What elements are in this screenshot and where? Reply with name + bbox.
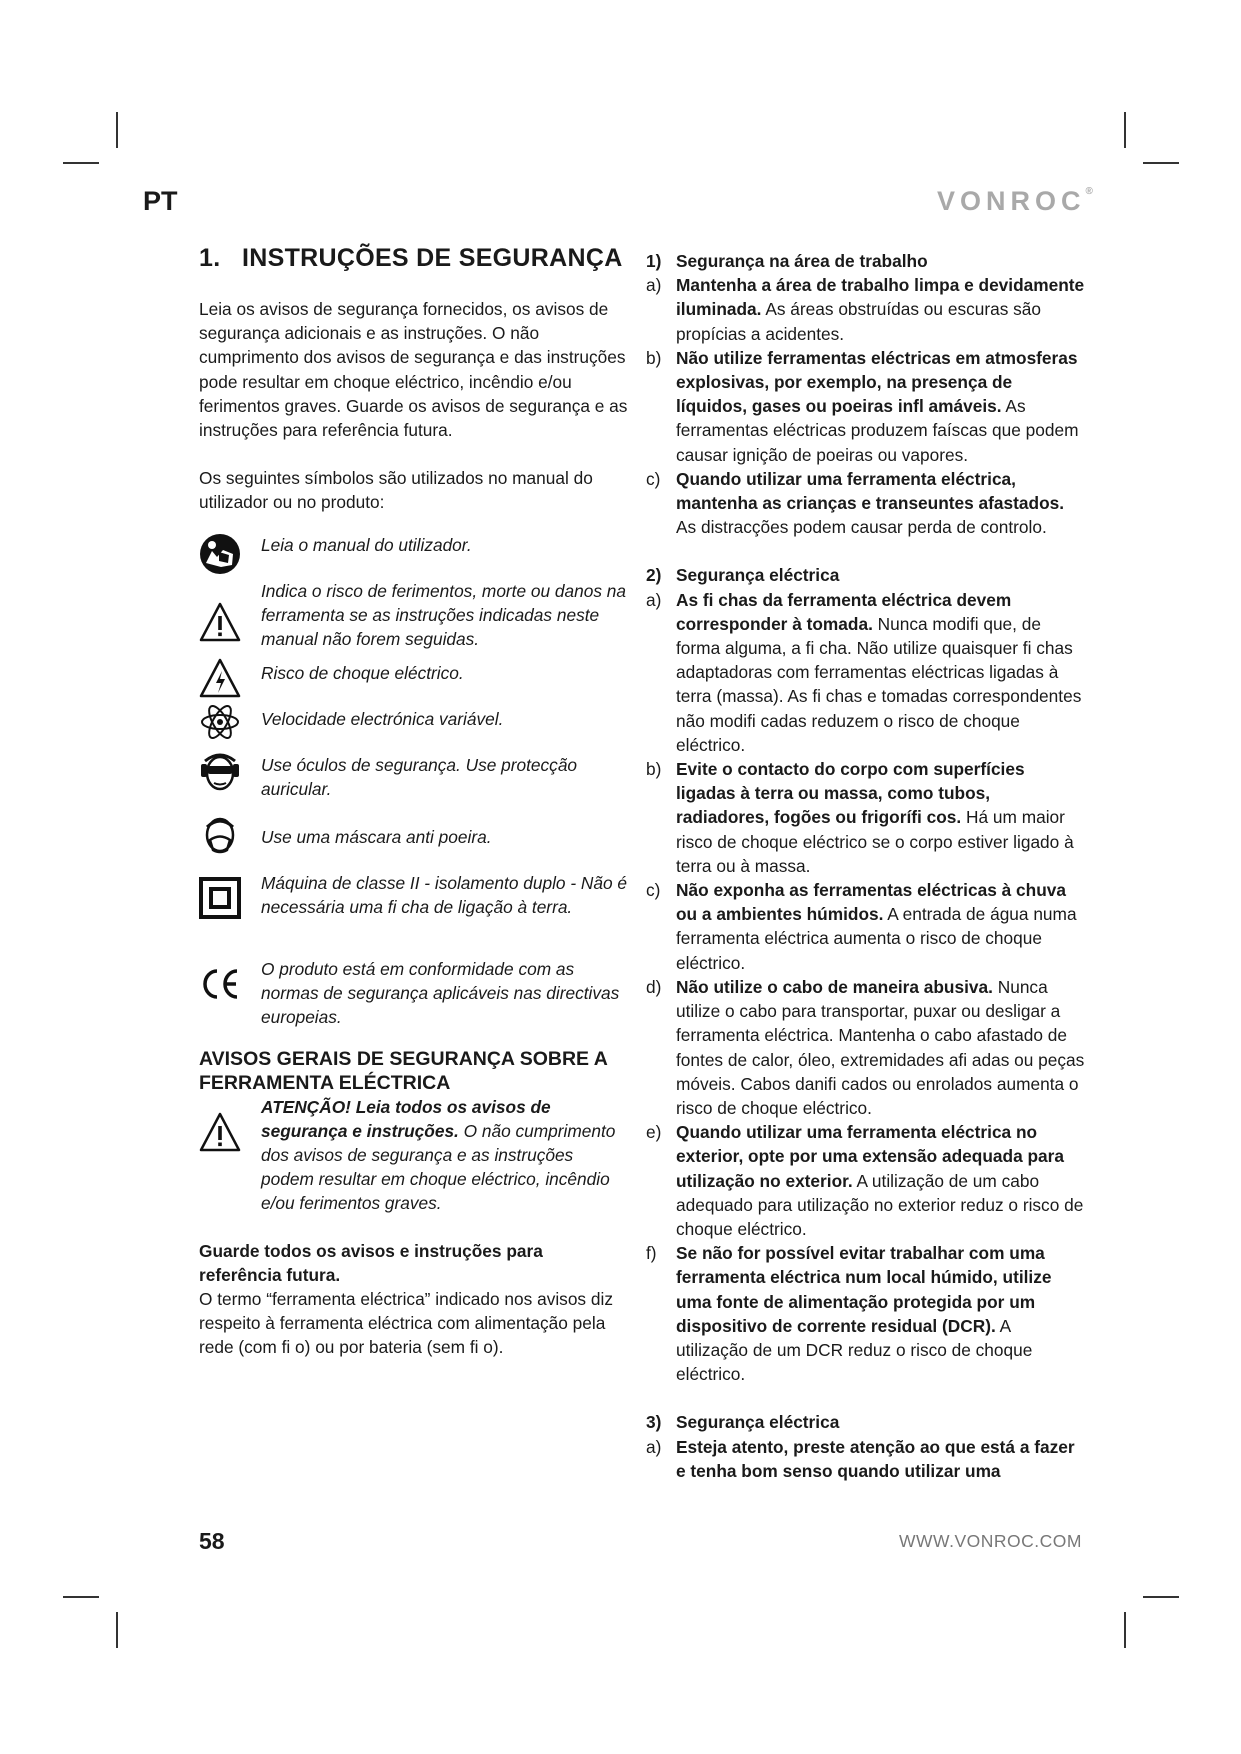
electric-shock-icon	[199, 657, 241, 699]
crop-mark	[116, 112, 118, 148]
general-warning-bold: ATENÇÃO! Leia todos os avisos de segurança e instruções.	[261, 1096, 551, 1141]
symbol-row: Use uma máscara anti poeira.	[199, 825, 629, 871]
ce-mark-icon	[199, 963, 241, 1005]
symbol-row: Use óculos de segurança. Use protecção auricular.	[199, 753, 629, 825]
crop-mark	[1143, 162, 1179, 164]
list-item: a) Esteja atento, preste atenção ao que está a fazer e tenha bom senso quando utilizar uma	[646, 1436, 1075, 1481]
list-item: c) Quando utilizar uma ferramenta eléctrica, mantenha as crianças e transeuntes afastados. As distracções podem causar perda de controlo.	[646, 468, 1065, 538]
general-warning-block: ATENÇÃO! Leia todos os avisos de segurança e instruções. O não cumprimento dos avisos de segurança e as instruções podem resultar em choque eléctrico, incêndio e/ou ferimentos graves.	[199, 1095, 629, 1239]
subsection-heading: 2) Segurança eléctrica	[646, 565, 840, 586]
website-url: WWW.VONROC.COM	[899, 1531, 1082, 1551]
variable-speed-icon	[199, 701, 241, 743]
crop-mark	[1124, 1612, 1126, 1648]
crop-mark	[116, 1612, 118, 1648]
warning-triangle-icon	[199, 1111, 241, 1153]
power-tool-term: O termo “ferramenta eléctrica” indicado nos avisos diz respeito à ferramenta eléctrica com alimentação pela rede (com fi o) ou por bateria (sem fi o).	[199, 1289, 613, 1358]
crop-mark	[63, 1596, 99, 1598]
list-item: a) As fi chas da ferramenta eléctrica devem corresponder à tomada. Nunca modifi que, de forma alguma, a fi cha. Não utilize quaisquer fi chas adaptadoras com ferramentas eléctricas ligadas à terra (massa). As fi chas e tomadas correspondentes não modifi cadas reduzem o risco de choque eléctrico.	[646, 589, 1082, 755]
symbol-row: Risco de choque eléctrico.	[199, 661, 629, 707]
symbol-row: Velocidade electrónica variável.	[199, 707, 629, 753]
symbol-row: Máquina de classe II - isolamento duplo - Não é necessária uma fi cha de ligação à terra.	[199, 871, 629, 957]
symbol-row: Leia o manual do utilizador.	[199, 533, 629, 579]
language-code: PT	[143, 186, 178, 216]
symbols-intro: Os seguintes símbolos são utilizados no manual do utilizador ou no produto:	[199, 468, 593, 513]
crop-mark	[1124, 112, 1126, 148]
crop-mark	[1143, 1596, 1179, 1598]
read-manual-icon	[199, 533, 241, 575]
page-number: 58	[199, 1528, 225, 1554]
intro-paragraph: Leia os avisos de segurança fornecidos, os avisos de segurança adicionais e as instruções. O não cumprimento dos avisos de segurança e das instruções pode resultar em choque eléctrico, incêndio e/ou ferimentos graves. Guarde os avisos de segurança e as instruções para referência futura.	[199, 299, 628, 441]
crop-mark	[63, 162, 99, 164]
list-item: f) Se não for possível evitar trabalhar com uma ferramenta eléctrica num local húmido, utilize uma fonte de alimentação protegida por um dispositivo de corrente residual (DCR). A utilização de um DCR reduz o risco de choque eléctrico.	[646, 1243, 1052, 1385]
list-item: a) Mantenha a área de trabalho limpa e devidamente iluminada. As áreas obstruídas ou escuras são propícias a acidentes.	[646, 275, 1085, 344]
right-column	[646, 249, 1086, 1483]
symbol-row: O produto está em conformidade com as normas de segurança aplicáveis nas directivas europeias.	[199, 957, 629, 1047]
left-column	[199, 244, 629, 1360]
list-item: d) Não utilize o cabo de maneira abusiva. Nunca utilize o cabo para transportar, puxar ou desligar a ferramenta eléctrica. Mantenha o cabo afastado de fontes de calor, óleo, extremidades afi adas ou peças móveis. Cabos danifi cados ou enrolados aumenta o risco de choque eléctrico.	[646, 976, 1085, 1118]
dust-mask-icon	[199, 815, 241, 857]
keep-instructions: Guarde todos os avisos e instruções para referência futura.	[199, 1240, 543, 1285]
section-title: 1. INSTRUÇÕES DE SEGURANÇA	[199, 244, 623, 272]
list-item: e) Quando utilizar uma ferramenta eléctrica no exterior, opte por uma extensão adequada para utilização no exterior. A utilização de um cabo adequado para utilização no exterior reduz o risco de choque eléctrico.	[646, 1122, 1084, 1239]
brand-logo: VONROC®	[937, 186, 1093, 216]
symbol-row: Indica o risco de ferimentos, morte ou danos na ferramenta se as instruções indicadas neste manual não forem seguidas.	[199, 579, 629, 661]
general-warnings-title: AVISOS GERAIS DE SEGURANÇA SOBRE A FERRAMENTA ELÉCTRICA	[199, 1047, 608, 1094]
subsection-heading: 1) Segurança na área de trabalho	[646, 251, 928, 271]
list-item: c) Não exponha as ferramentas eléctricas à chuva ou a ambientes húmidos. A entrada de água numa ferramenta eléctrica aumenta o risco de choque eléctrico.	[646, 880, 1077, 973]
list-item: b) Evite o contacto do corpo com superfícies ligadas à terra ou massa, como tubos, radiadores, fogões ou frigorífi cos. Há um maior risco de choque eléctrico se o corpo estiver ligado à terra ou à massa.	[646, 759, 1074, 876]
warning-triangle-icon	[199, 601, 241, 643]
subsection-heading: 3) Segurança eléctrica	[646, 1412, 840, 1433]
class-ii-icon	[199, 877, 241, 919]
list-item: b) Não utilize ferramentas eléctricas em atmosferas explosivas, por exemplo, na presença de líquidos, gases ou poeiras infl amáveis. As ferramentas eléctricas produzem faíscas que podem causar ignição de poeiras ou vapores.	[646, 347, 1079, 465]
goggles-ear-protection-icon	[199, 751, 241, 793]
